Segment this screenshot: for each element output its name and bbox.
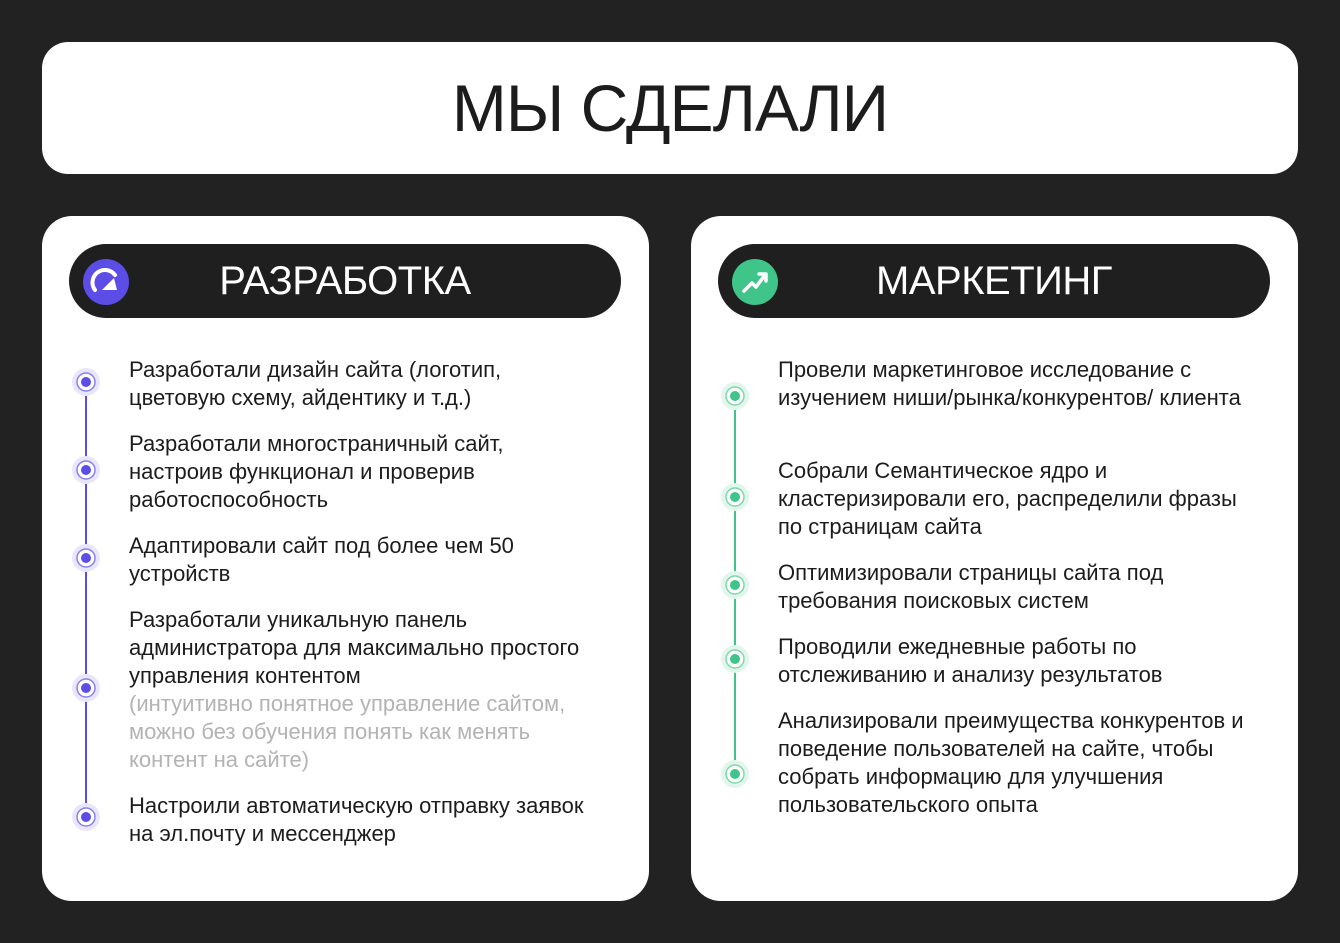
marketing-item: Проводили ежедневные работы по отслеживанию и анализу результатов [778,634,1163,687]
development-item: Настроили автоматическую отправку заявок на эл.почту и мессенджер [129,793,584,846]
development-heading: РАЗРАБОТКА [219,258,471,303]
marketing-header [718,244,1270,318]
timeline-dot [720,570,750,600]
timeline-dot [720,381,750,411]
title-card [42,42,1298,174]
development-panel [42,216,649,901]
development-item: Адаптировали сайт под более чем 50 устройств [129,533,514,586]
timeline-dot [71,455,101,485]
timeline-dot [71,673,101,703]
development-item: Разработали уникальную панель администратора для максимально простого управления контентом (интуитивно понятное управление сайтом, можно без обучения понять как менять контент на сайте) [129,606,599,774]
timeline-dot [720,482,750,512]
marketing-item: Оптимизировали страницы сайта под требования поисковых систем [778,560,1164,613]
development-header [69,244,621,318]
development-item-note: (интуитивно понятное управление сайтом, можно без обучения понять как менять контент на сайте) [129,691,566,772]
marketing-item: Собрали Семантическое ядро и кластеризировали его, распределили фразы по страницам сайта [778,458,1237,539]
page-title: МЫ СДЕЛАЛИ [451,71,889,145]
marketing-item: Анализировали преимущества конкурентов и поведение пользователей на сайте, чтобы собрать информацию для улучшения пользовательского опыта [778,708,1244,817]
marketing-heading: МАРКЕТИНГ [876,258,1112,303]
timeline-dot [71,543,101,573]
timeline-dot [71,802,101,832]
marketing-panel [691,216,1298,901]
development-item: Разработали дизайн сайта (логотип, цветовую схему, айдентику и т.д.) [129,357,502,410]
timeline-dot [720,644,750,674]
development-item: Разработали многостраничный сайт, настроив функционал и проверив работоспособность [129,431,504,512]
timeline-dot [71,367,101,397]
timeline-dot [720,759,750,789]
marketing-item: Провели маркетинговое исследование с изучением ниши/рынка/конкурентов/ клиента [778,357,1241,410]
